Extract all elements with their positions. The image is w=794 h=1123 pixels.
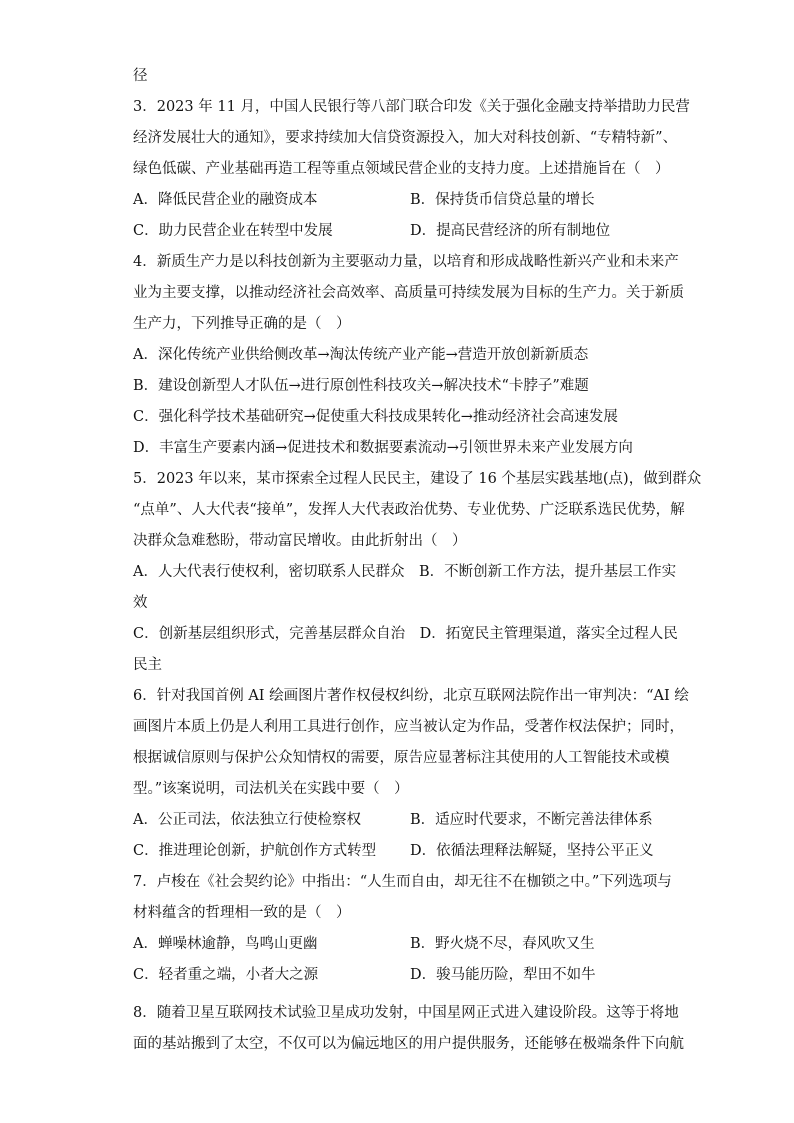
question-4-option-d: D．丰富生产要素内涵→促进技术和数据要素流动→引领世界未来产业发展方向 <box>133 440 633 456</box>
question-5-options-ab: A．人大代表行使权利，密切联系人民群众 B．不断创新工作方法，提升基层工作实 <box>133 564 677 580</box>
question-5-stem: 决群众急难愁盼，带动富民增收。由此折射出（ ） <box>133 533 467 549</box>
question-7-option-b: B．野火烧不尽，春风吹又生 <box>410 936 595 952</box>
question-5-stem: 5．2023 年以来，某市探索全过程人民民主，建设了 16 个基层实践基地(点)，做到群众 <box>133 471 702 487</box>
question-3-option-a: A．降低民营企业的融资成本 <box>133 192 318 208</box>
question-4-option-a: A．深化传统产业供给侧改革→淘汰传统产业产能→营造开放创新新质态 <box>133 347 589 363</box>
question-4-option-c: C．强化科学技术基础研究→促使重大科技成果转化→推动经济社会高速发展 <box>133 409 618 425</box>
question-4-option-b: B．建设创新型人才队伍→进行原创性科技攻关→解决技术“卡脖子”难题 <box>133 378 589 394</box>
question-6-stem: 型。”该案说明，司法机关在实践中要（ ） <box>133 781 409 797</box>
question-3-option-b: B．保持货币信贷总量的增长 <box>410 192 595 208</box>
question-3-option-d: D．提高民营经济的所有制地位 <box>410 223 611 239</box>
question-5-options-cd: 民主 <box>133 657 162 673</box>
question-3-stem: 3．2023 年 11 月，中国人民银行等八部门联合印发《关于强化金融支持举措助力民营 <box>133 99 690 115</box>
question-6-option-d: D．依循法理释法解疑，坚持公平正义 <box>410 843 654 859</box>
question-5-options-ab: 效 <box>133 595 148 611</box>
question-3-stem: 绿色低碳、产业基础再造工程等重点领域民营企业的支持力度。上述措施旨在（ ） <box>133 161 670 177</box>
question-5-options-cd: C．创新基层组织形式，完善基层群众自治 D．拓宽民主管理渠道，落实全过程人民 <box>133 626 678 642</box>
question-7-option-a: A．蝉噪林逾静，鸟鸣山更幽 <box>133 936 318 952</box>
question-4-stem: 生产力，下列推导正确的是（ ） <box>133 316 351 332</box>
question-5-stem: “点单”、人大代表“接单”，发挥人大代表政治优势、专业优势、广泛联系选民优势，解 <box>133 502 685 518</box>
question-6-stem: 画图片本质上仍是人利用工具进行创作，应当被认定为作品，受著作权法保护；同时， <box>133 719 684 735</box>
question-4-stem: 4．新质生产力是以科技创新为主要驱动力量，以培育和形成战略性新兴产业和未来产 <box>133 254 679 270</box>
question-6-option-c: C．推进理论创新，护航创作方式转型 <box>133 843 377 859</box>
question-7-stem: 7．卢梭在《社会契约论》中指出：“人生而自由，却无往不在枷锁之中。”下列选项与 <box>133 874 672 890</box>
question-6-option-b: B．适应时代要求，不断完善法律体系 <box>410 812 653 828</box>
question-4-stem: 业为主要支撑，以推动经济社会高效率、高质量可持续发展为目标的生产力。关于新质 <box>133 285 684 301</box>
question-6-stem: 6．针对我国首例 AI 绘画图片著作权侵权纠纷，北京互联网法院作出一审判决：“AI 绘 <box>133 688 689 704</box>
question-7-option-d: D．骏马能历险，犁田不如牛 <box>410 967 596 983</box>
question-8-stem: 面的基站搬到了太空，不仅可以为偏远地区的用户提供服务，还能够在极端条件下向航 <box>133 1036 684 1052</box>
question-8-stem: 8．随着卫星互联网技术试验卫星成功发射，中国星网正式进入建设阶段。这等于将地 <box>133 1005 679 1021</box>
question-3-option-c: C．助力民营企业在转型中发展 <box>133 223 333 239</box>
question-6-option-a: A．公正司法，依法独立行使检察权 <box>133 812 361 828</box>
question-7-option-c: C．轻者重之端，小者大之源 <box>133 967 319 983</box>
question-7-stem: 材料蕴含的哲理相一致的是（ ） <box>133 905 351 921</box>
text-line: 径 <box>133 68 148 84</box>
question-6-stem: 根据诚信原则与保护公众知情权的需要，原告应显著标注其使用的人工智能技术或模 <box>133 750 670 766</box>
question-3-stem: 经济发展壮大的通知》，要求持续加大信贷资源投入，加大对科技创新、“专精特新”、 <box>133 130 678 146</box>
